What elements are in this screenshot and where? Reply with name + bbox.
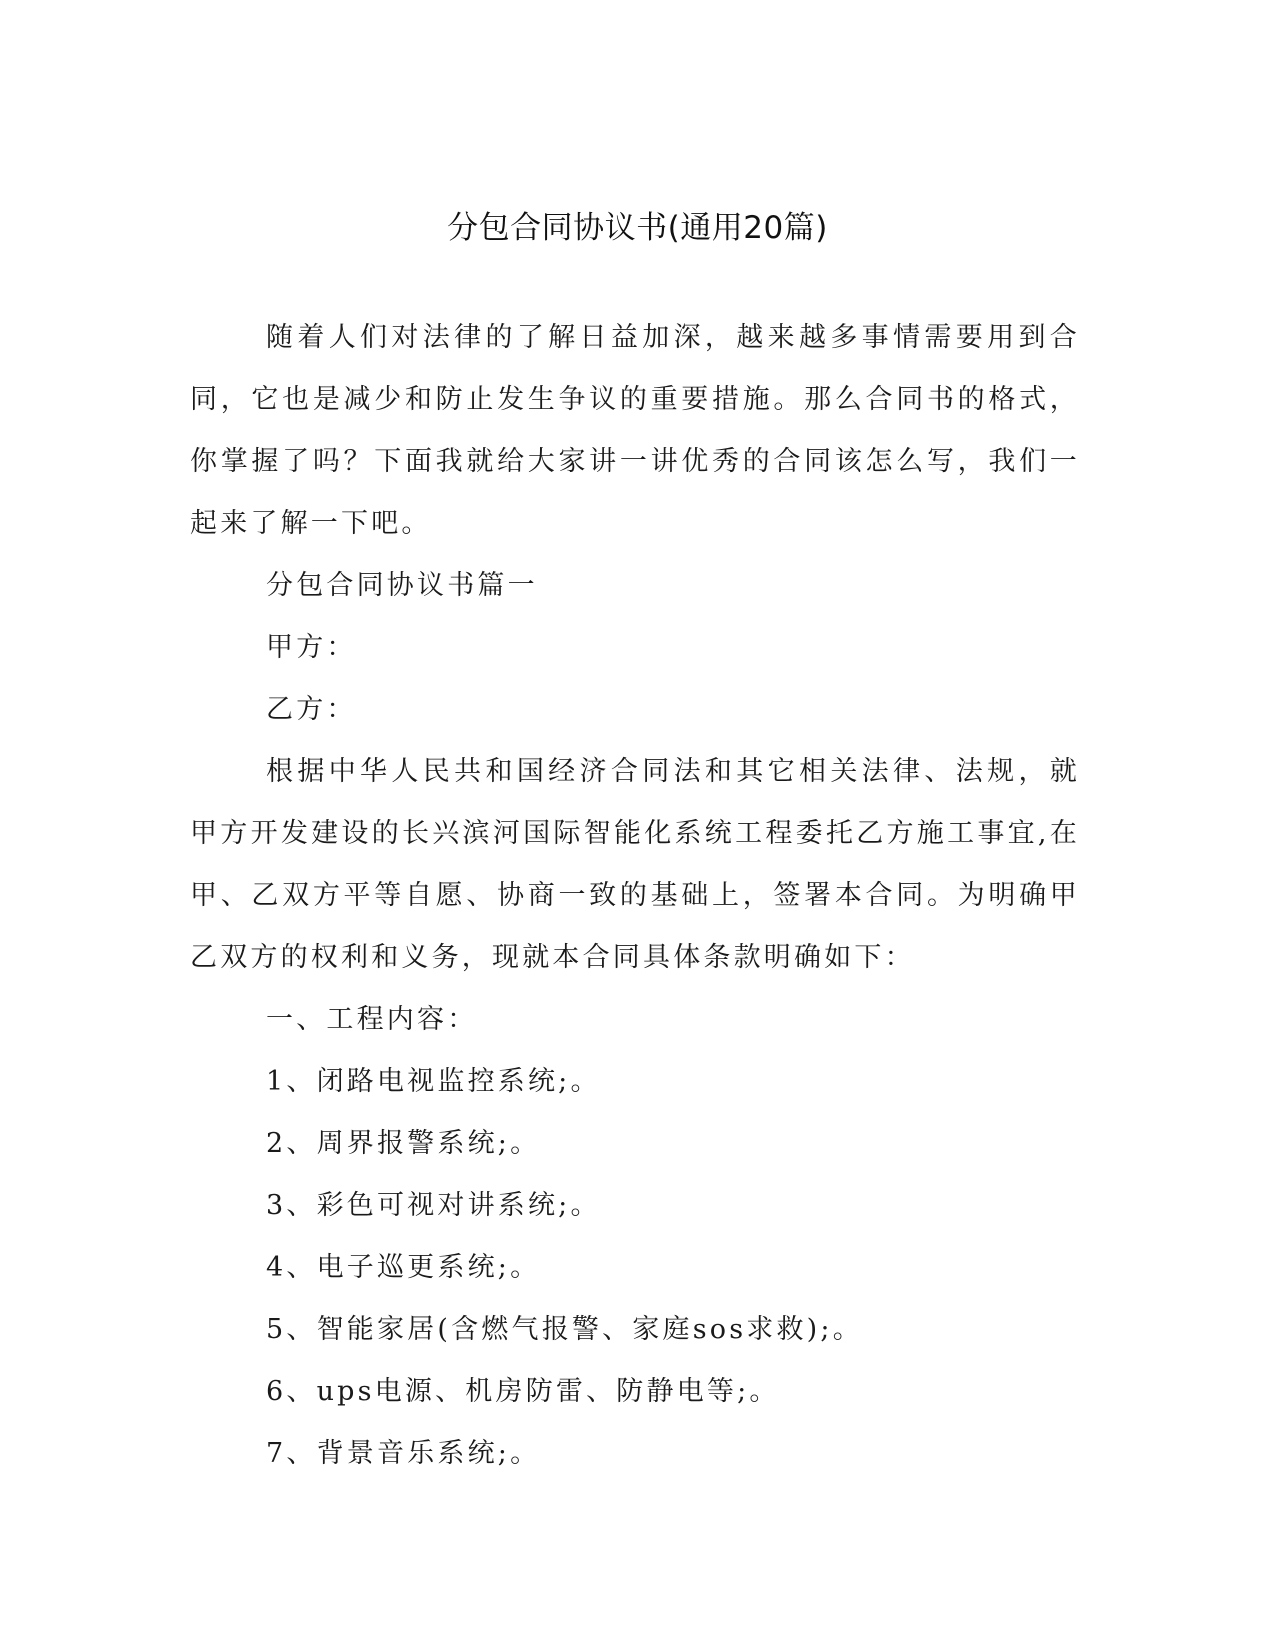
list-item: 2、周界报警系统;。 — [266, 1128, 541, 1159]
list-item: 5、智能家居(含燃气报警、家庭sos求救);。 — [266, 1314, 863, 1345]
party-b-line: 乙方： — [266, 694, 357, 725]
document-title: 分包合同协议书(通用20篇) — [447, 210, 828, 246]
list-item: 6、ups电源、机房防雷、防静电等;。 — [266, 1376, 780, 1407]
party-a-line: 甲方： — [266, 632, 357, 663]
section-heading: 分包合同协议书篇一 — [266, 570, 538, 601]
list-item: 7、背景音乐系统;。 — [266, 1438, 541, 1469]
contract-basis-paragraph: 根据中华人民共和国经济合同法和其它相关法律、法规，就甲方开发建设的长兴滨河国际智能化系统工程委托乙方施工事宜,在甲、乙双方平等自愿、协商一致的基础上，签署本合同。为明确甲乙双方的权利和义务，现就本合同具体条款明确如下： — [190, 756, 1080, 973]
intro-paragraph: 随着人们对法律的了解日益加深，越来越多事情需要用到合同，它也是减少和防止发生争议的重要措施。那么合同书的格式，你掌握了吗？下面我就给大家讲一讲优秀的合同该怎么写，我们一起来了解一下吧。 — [190, 322, 1080, 539]
clause-heading: 一、工程内容： — [266, 1004, 478, 1035]
document-body — [190, 307, 1080, 1485]
list-item: 3、彩色可视对讲系统;。 — [266, 1190, 601, 1221]
list-item: 4、电子巡更系统;。 — [266, 1252, 541, 1283]
list-item: 1、闭路电视监控系统;。 — [266, 1066, 601, 1097]
